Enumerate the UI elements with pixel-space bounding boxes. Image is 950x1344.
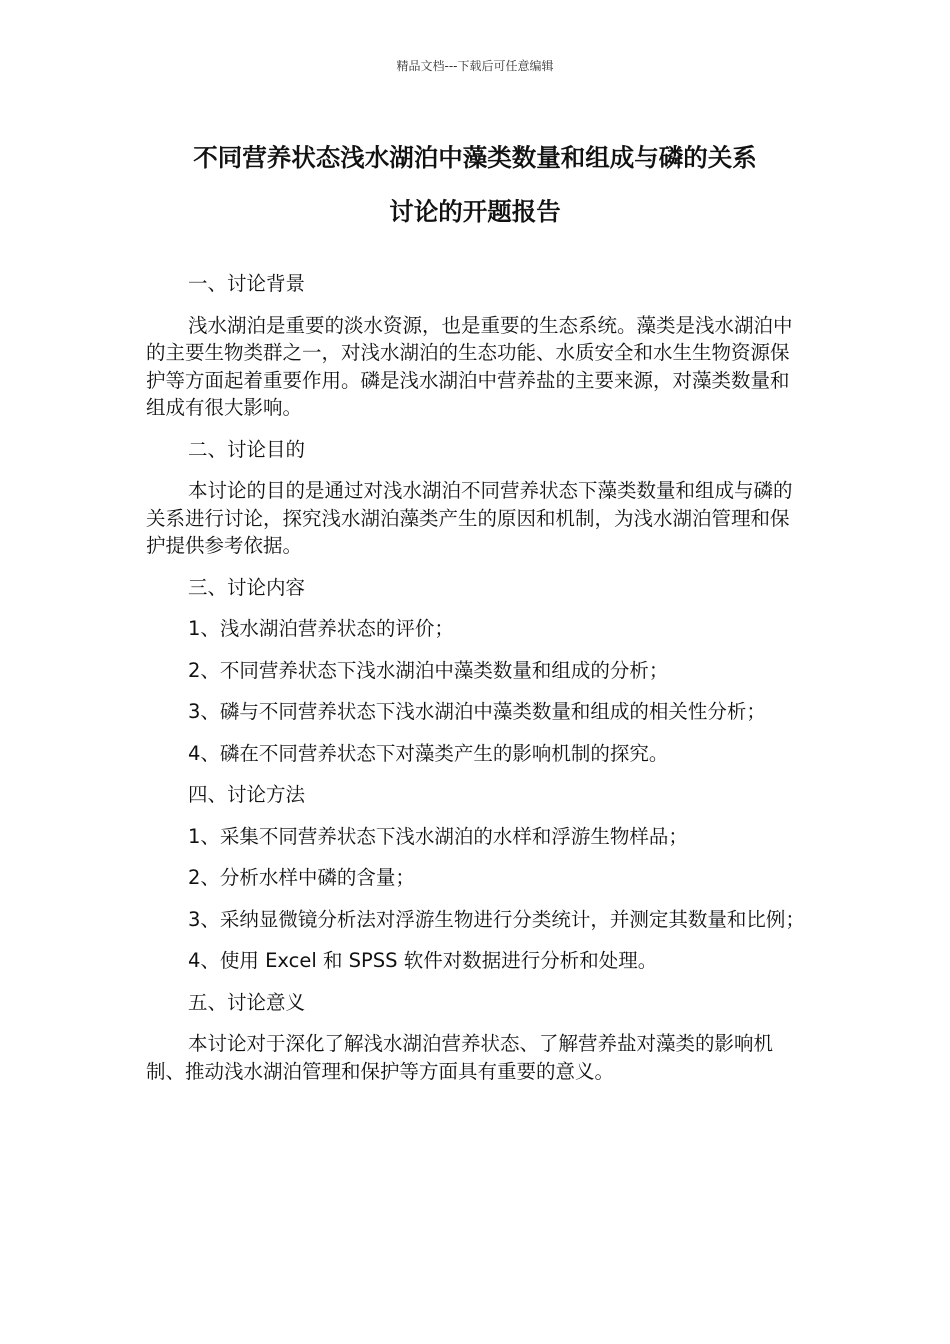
list-item-content-3: 3、磷与不同营养状态下浅水湖泊中藻类数量和组成的相关性分析； bbox=[188, 700, 766, 723]
header-note: 精品文档---下载后可任意编辑 bbox=[396, 59, 554, 73]
section-heading-purpose: 二、讨论目的 bbox=[188, 437, 306, 461]
list-item-content-4: 4、磷在不同营养状态下对藻类产生的影响机制的探究。 bbox=[188, 741, 669, 765]
list-item-method-4: 4、使用 Excel 和 SPSS 软件对数据进行分析和处理。 bbox=[188, 949, 658, 972]
list-item-content-2: 2、不同营养状态下浅水湖泊中藻类数量和组成的分析； bbox=[188, 658, 669, 682]
paragraph-background: 浅水湖泊是重要的淡水资源，也是重要的生态系统。藻类是浅水湖泊中的主要生物类群之一，对浅水湖泊的生态功能、水质安全和水生生物资源保护等方面起着重要作用。磷是浅水湖泊中营养盐的主要来源，对藻类数量和组成有很大影响。 bbox=[146, 313, 793, 419]
section-heading-method: 四、讨论方法 bbox=[188, 783, 306, 806]
document-title-line-1: 不同营养状态浅水湖泊中藻类数量和组成与磷的关系 bbox=[193, 143, 757, 172]
paragraph-purpose: 本讨论的目的是通过对浅水湖泊不同营养状态下藻类数量和组成与磷的关系进行讨论，探究浅水湖泊藻类产生的原因和机制，为浅水湖泊管理和保护提供参考依据。 bbox=[146, 479, 793, 557]
paragraph-significance: 本讨论对于深化了解浅水湖泊营养状态、了解营养盐对藻类的影响机制、推动浅水湖泊管理和保护等方面具有重要的意义。 bbox=[146, 1032, 774, 1083]
section-heading-background: 一、讨论背景 bbox=[188, 272, 306, 295]
list-item-method-1: 1、采集不同营养状态下浅水湖泊的水样和浮游生物样品； bbox=[188, 824, 688, 848]
section-heading-significance: 五、讨论意义 bbox=[188, 990, 306, 1014]
list-item-method-2: 2、分析水样中磷的含量； bbox=[188, 866, 415, 889]
document-body bbox=[146, 270, 808, 1099]
document-title-line-2: 讨论的开题报告 bbox=[389, 197, 561, 226]
section-heading-content: 三、讨论内容 bbox=[188, 575, 306, 599]
list-item-method-3: 3、采纳显微镜分析法对浮游生物进行分类统计，并测定其数量和比例； bbox=[188, 907, 805, 931]
list-item-content-1: 1、浅水湖泊营养状态的评价； bbox=[188, 617, 454, 640]
